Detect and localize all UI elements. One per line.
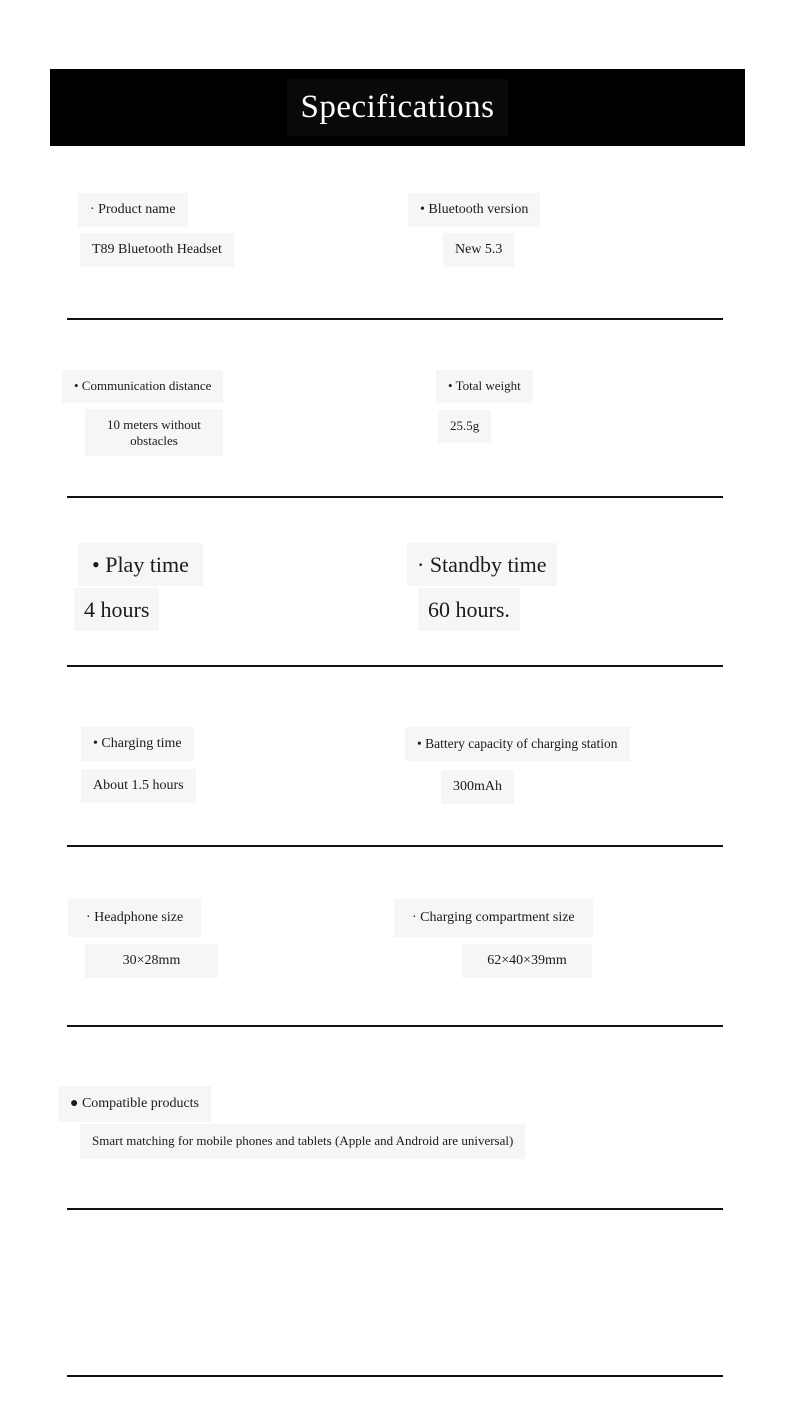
spec-label-text: ● Compatible products: [58, 1086, 211, 1122]
spec-value-standby-time: [418, 588, 520, 631]
spec-value-text: New 5.3: [443, 233, 514, 267]
spec-value-compatible-products: [80, 1124, 525, 1159]
spec-value-text: 60 hours.: [418, 588, 520, 631]
spec-label-total-weight: [436, 370, 533, 403]
spec-value-charging-compartment-size: [462, 944, 592, 978]
row-divider: [67, 1208, 723, 1210]
spec-label-text: • Bluetooth version: [408, 193, 540, 227]
spec-label-charging-compartment-size: [394, 899, 593, 937]
spec-value-headphone-size: [85, 944, 218, 978]
spec-label-text: • Total weight: [436, 370, 533, 403]
spec-label-text: • Play time: [78, 543, 203, 586]
spec-label-play-time: [78, 543, 203, 586]
spec-label-communication-distance: [62, 370, 223, 403]
specifications-banner: [50, 69, 745, 146]
row-divider: [67, 1375, 723, 1377]
spec-value-communication-distance: [85, 409, 223, 456]
spec-value-text: 25.5g: [438, 410, 491, 443]
spec-label-standby-time: [407, 543, 557, 586]
spec-value-product-name: [80, 233, 234, 267]
spec-label-headphone-size: [68, 899, 201, 937]
spec-label-text: • Battery capacity of charging station: [405, 727, 630, 761]
row-divider: [67, 1025, 723, 1027]
spec-label-compatible-products: [58, 1086, 211, 1122]
spec-value-text: 4 hours: [74, 588, 159, 631]
spec-value-text: 62×40×39mm: [462, 944, 592, 978]
spec-label-text: · Standby time: [407, 543, 557, 586]
spec-value-text: T89 Bluetooth Headset: [80, 233, 234, 267]
page-title: Specifications: [287, 79, 509, 136]
spec-value-text: About 1.5 hours: [81, 769, 196, 803]
spec-value-battery-capacity: [441, 770, 514, 804]
spec-label-text: • Communication distance: [62, 370, 223, 403]
row-divider: [67, 665, 723, 667]
spec-value-text: 30×28mm: [85, 944, 218, 978]
spec-value-text: 10 meters without obstacles: [85, 409, 223, 456]
spec-label-text: · Product name: [78, 193, 188, 227]
spec-label-text: • Charging time: [81, 727, 194, 761]
spec-value-play-time: [74, 588, 159, 631]
spec-label-battery-capacity: [405, 727, 630, 761]
spec-label-text: · Charging compartment size: [394, 899, 593, 937]
spec-label-charging-time: [81, 727, 194, 761]
spec-label-product-name: [78, 193, 188, 227]
spec-value-text: Smart matching for mobile phones and tablets (Apple and Android are universal): [80, 1124, 525, 1159]
spec-value-charging-time: [81, 769, 196, 803]
row-divider: [67, 318, 723, 320]
row-divider: [67, 496, 723, 498]
spec-label-text: · Headphone size: [68, 899, 201, 937]
spec-value-text: 300mAh: [441, 770, 514, 804]
row-divider: [67, 845, 723, 847]
spec-label-bluetooth-version: [408, 193, 540, 227]
spec-value-total-weight: [438, 410, 491, 443]
spec-value-bluetooth-version: [443, 233, 514, 267]
